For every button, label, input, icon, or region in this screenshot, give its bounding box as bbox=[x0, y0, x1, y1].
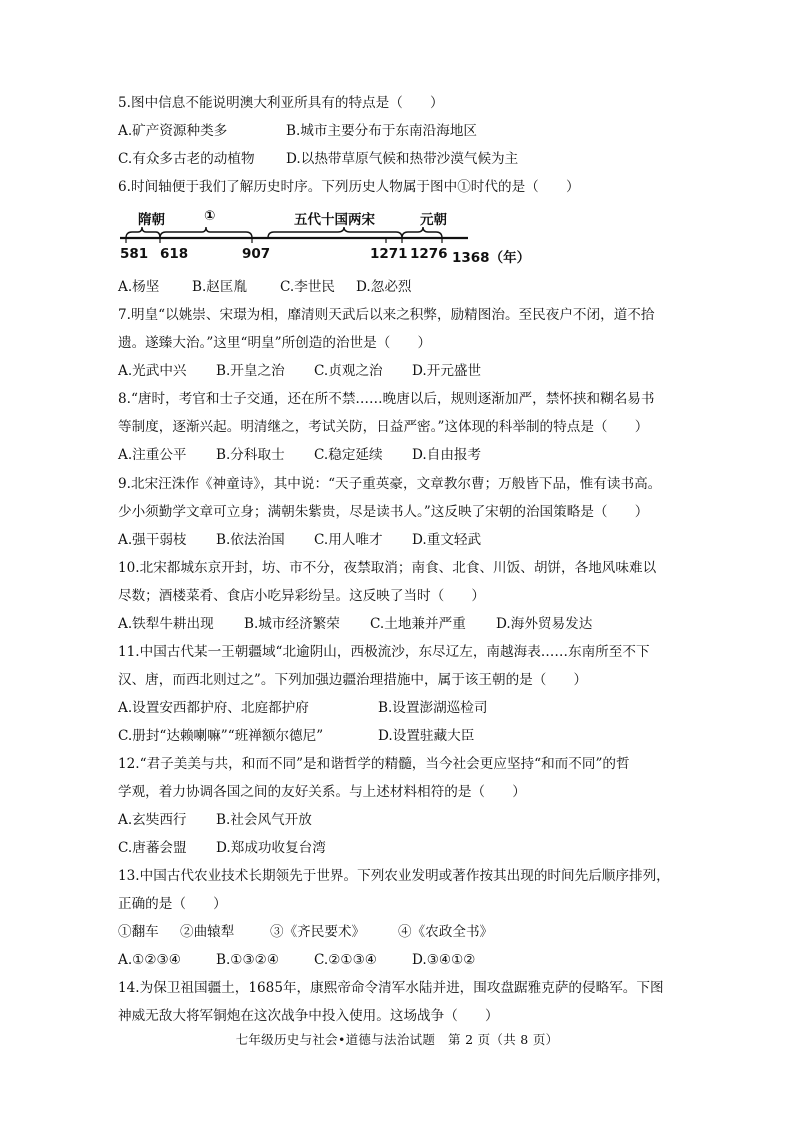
q13-item-2: ②曲辕犁 bbox=[180, 924, 235, 940]
q7-line-2: 遗。遂臻大治。”这里“明皇”所创造的治世是（ ） bbox=[118, 335, 432, 351]
timeline-label-sui: 隋朝 bbox=[138, 212, 165, 228]
timeline-label-circle-1: ① bbox=[204, 208, 216, 224]
q13-line-1: 13.中国古代农业技术长期领先于世界。下列农业发明或著作按其出现的时间先后顺序排列， bbox=[118, 868, 670, 884]
q11-option-a: A.设置安西都护府、北庭都护府 bbox=[118, 700, 309, 716]
q7-option-c: C.贞观之治 bbox=[314, 363, 383, 379]
timeline-year-1368: 1368（年） bbox=[452, 250, 531, 266]
q13-option-d: D.③④①② bbox=[412, 952, 476, 968]
q8-line-2: 等制度，逐渐兴起。明清继之，考试关防，日益严密。”这体现的科举制的特点是（ ） bbox=[118, 419, 649, 435]
q13-item-4: ④《农政全书》 bbox=[398, 924, 494, 940]
q9-line-2: 少小须勤学文章可立身；满朝朱紫贵，尽是读书人。”这反映了宋朝的治国策略是（ ） bbox=[118, 504, 649, 520]
timeline-label-yuan: 元朝 bbox=[420, 212, 447, 228]
q11-option-b: B.设置澎湖巡检司 bbox=[378, 700, 488, 716]
q9-option-a: A.强干弱枝 bbox=[118, 532, 187, 548]
q10-option-d: D.海外贸易发达 bbox=[496, 616, 593, 632]
q10-option-c: C.土地兼并严重 bbox=[370, 616, 466, 632]
q8-option-b: B.分科取士 bbox=[216, 447, 285, 463]
q8-option-c: C.稳定延续 bbox=[314, 447, 383, 463]
q11-line-2: 汉、唐，而西北则过之”。下列加强边疆治理措施中，属于该王朝的是（ ） bbox=[118, 672, 588, 688]
q11-line-1: 11.中国古代某一王朝疆域“北逾阴山，西极流沙，东尽辽左，南越海表……东南所至不下 bbox=[118, 644, 650, 660]
q5-option-d: D.以热带草原气候和热带沙漠气候为主 bbox=[286, 151, 519, 167]
q9-option-d: D.重文轻武 bbox=[412, 532, 482, 548]
q8-option-d: D.自由报考 bbox=[412, 447, 482, 463]
q6-stem: 6.时间轴便于我们了解历史时序。下列历史人物属于图中①时代的是（ ） bbox=[118, 179, 580, 195]
q10-option-a: A.铁犁牛耕出现 bbox=[118, 616, 214, 632]
q9-option-c: C.用人唯才 bbox=[314, 532, 383, 548]
q12-option-c: C.唐蕃会盟 bbox=[118, 840, 187, 856]
q10-line-2: 尽数；酒楼菜肴、食店小吃异彩纷呈。这反映了当时（ ） bbox=[118, 588, 486, 604]
q9-option-b: B.依法治国 bbox=[216, 532, 285, 548]
timeline-year-1271: 1271 bbox=[370, 246, 408, 262]
timeline-year-581: 581 bbox=[120, 246, 149, 262]
q7-option-d: D.开元盛世 bbox=[412, 363, 482, 379]
q14-line-1: 14.为保卫祖国疆土，1685年，康熙帝命令清军水陆并进，围攻盘踞雅克萨的侵略军。下图 bbox=[118, 980, 664, 996]
q13-option-b: B.①③②④ bbox=[216, 952, 280, 968]
q10-line-1: 10.北宋都城东京开封，坊、市不分，夜禁取消；南食、北食、川饭、胡饼，各地风味难以 bbox=[118, 560, 657, 576]
q13-line-2: 正确的是（ ） bbox=[118, 896, 227, 912]
q5-option-b: B.城市主要分布于东南沿海地区 bbox=[286, 123, 478, 139]
q9-line-1: 9.北宋汪洙作《神童诗》，其中说：“天子重英豪，文章教尔曹；万般皆下品，惟有读书高。 bbox=[118, 476, 662, 492]
page-footer: 七年级历史与社会•道德与法治试题 第 2 页（共 8 页） bbox=[235, 1032, 559, 1047]
q12-option-b: B.社会风气开放 bbox=[216, 812, 312, 828]
timeline-label-song: 五代十国两宋 bbox=[294, 212, 375, 228]
q11-option-d: D.设置驻藏大臣 bbox=[378, 728, 475, 744]
q12-option-a: A.玄奘西行 bbox=[118, 812, 187, 828]
q5-stem: 5.图中信息不能说明澳大利亚所具有的特点是（ ） bbox=[118, 95, 444, 111]
timeline-year-618: 618 bbox=[160, 246, 189, 262]
q12-line-2: 学观，着力协调各国之间的友好关系。与上述材料相符的是（ ） bbox=[118, 784, 526, 800]
q6-option-a: A.杨坚 bbox=[118, 279, 160, 295]
q13-item-3: ③《齐民要术》 bbox=[270, 924, 366, 940]
q5-option-c: C.有众多古老的动植物 bbox=[118, 151, 255, 167]
q14-line-2: 神威无敌大将军铜炮在这次战争中投入使用。这场战争（ ） bbox=[118, 1008, 499, 1024]
q13-option-a: A.①②③④ bbox=[118, 952, 181, 968]
timeline-year-907: 907 bbox=[242, 246, 271, 262]
q6-option-d: D.忽必烈 bbox=[356, 279, 412, 295]
q7-option-a: A.光武中兴 bbox=[118, 363, 187, 379]
q7-line-1: 7.明皇“以姚崇、宋璟为相，靡清则天武后以来之积弊，励精图治。至民夜户不闭，道不拾 bbox=[118, 307, 655, 323]
q12-option-d: D.郑成功收复台湾 bbox=[216, 840, 326, 856]
timeline-year-1276: 1276 bbox=[410, 246, 448, 262]
q7-option-b: B.开皇之治 bbox=[216, 363, 285, 379]
q8-option-a: A.注重公平 bbox=[118, 447, 187, 463]
q13-item-1: ①翻车 bbox=[118, 924, 159, 940]
q6-timeline bbox=[118, 205, 538, 265]
q8-line-1: 8.“唐时，考官和士子交通，还在所不禁……晚唐以后，规则逐渐加严，禁怀挟和糊名易书 bbox=[118, 391, 655, 407]
q5-option-a: A.矿产资源种类多 bbox=[118, 123, 228, 139]
q13-option-c: C.②①③④ bbox=[314, 952, 377, 968]
q12-line-1: 12.“君子美美与共，和而不同”是和谐哲学的精髓，当今社会更应坚持“和而不同”的哲 bbox=[118, 756, 630, 772]
q6-option-b: B.赵匡胤 bbox=[192, 279, 248, 295]
q6-option-c: C.李世民 bbox=[280, 279, 336, 295]
q10-option-b: B.城市经济繁荣 bbox=[244, 616, 340, 632]
q11-option-c: C.册封“达赖喇嘛”“班禅额尔德尼” bbox=[118, 728, 324, 744]
